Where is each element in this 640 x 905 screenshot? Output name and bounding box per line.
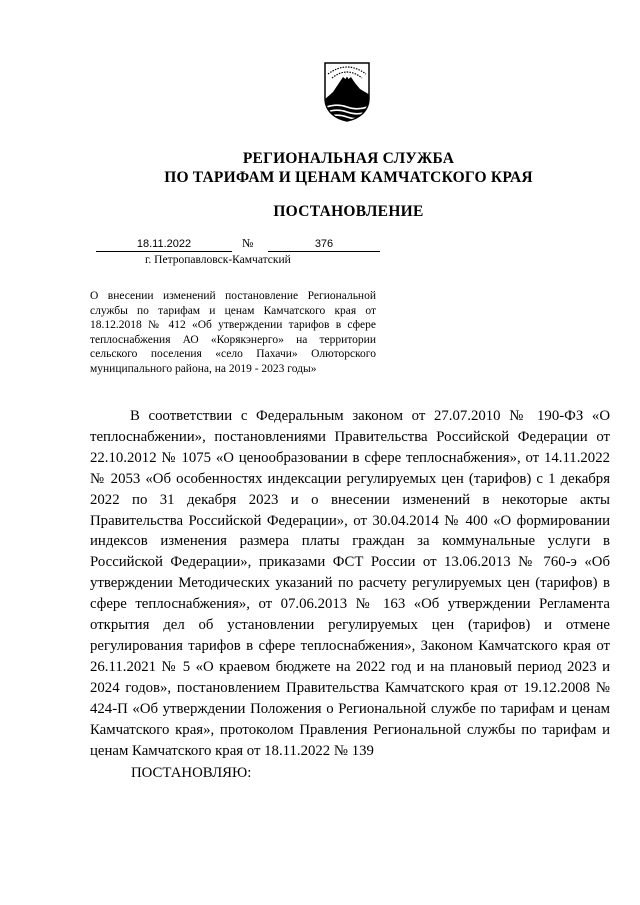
document-city: г. Петропавловск-Камчатский — [145, 254, 291, 266]
document-type: ПОСТАНОВЛЕНИЕ — [273, 203, 424, 220]
preamble-paragraph: В соответствии с Федеральным законом от 27.07.2010 № 190-ФЗ «О теплоснабжении», постановлениями Правительства Российской Федерации от 22.10.2012 № 1075 «О ценообразовании в сфере теплоснабжения», от 14.11.2022 № 2053 «Об особенностях индексации регулируемых цен (тарифов) с 1 декабря 2022 по 31 декабря 2023 и о внесении изменений в некоторые акты Правительства Российской Федерации», от 30.04.2014 № 400 «О формировании индексов изменения размера платы граждан за коммунальные услуги в Российской Федерации», приказами ФСТ России от 13.06.2013 № 760-э «Об утверждении Методических указаний по расчету регулируемых цен (тарифов) в сфере теплоснабжения», от 07.06.2013 № 163 «Об утверждении Регламента открытия дел об установлении регулируемых цен (тарифов) и отмене регулирования тарифов в сфере теплоснабжения», Законом Камчатского края от 26.11.2021 № 5 «О краевом бюджете на 2022 год и на плановый период 2023 и 2024 годов», постановлением Правительства Камчатского края от 19.12.2008 № 424-П «Об утверждении Положения о Региональной службе по тарифам и ценам Камчатского края», протоколом Правления Региональной службы по тарифам и ценам Камчатского края от 18.11.2022 № 139 — [90, 408, 610, 759]
document-date: 18.11.2022 — [96, 237, 232, 252]
document-number: 376 — [268, 237, 380, 252]
kamchatka-coat-of-arms-icon — [324, 62, 370, 122]
agency-name — [60, 149, 637, 187]
document-subject: О внесении изменений постановление Региональной службы по тарифам и ценам Камчатского края от 18.12.2018 № 412 «Об утверждении тарифов в сфере теплоснабжения АО «Корякэнерго» на территории сельского поселения «село Пахачи» Олюторского муниципального района, на 2019 - 2023 годы» — [90, 290, 376, 375]
resolution-heading: ПОСТАНОВЛЯЮ: — [131, 765, 252, 781]
agency-name-line2: ПО ТАРИФАМ И ЦЕНАМ КАМЧАТСКОГО КРАЯ — [164, 169, 533, 186]
agency-name-line1: РЕГИОНАЛЬНАЯ СЛУЖБА — [242, 150, 455, 167]
number-sign: № — [242, 236, 254, 250]
